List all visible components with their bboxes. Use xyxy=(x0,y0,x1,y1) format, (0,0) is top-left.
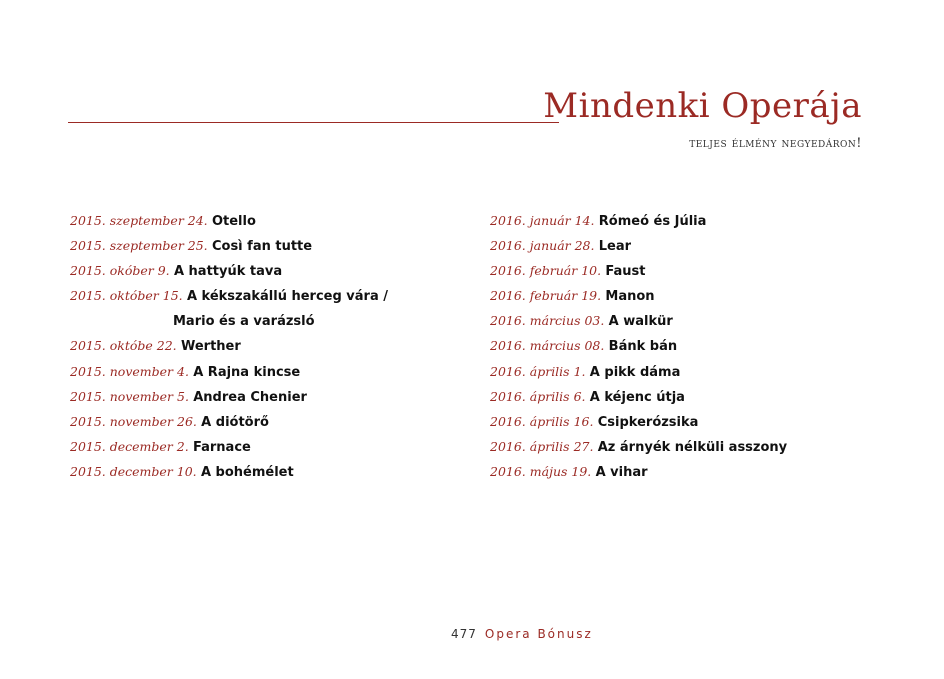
event-title: Csipkerózsika xyxy=(597,414,699,430)
list-item xyxy=(490,311,860,336)
event-title: A kéjenc útja xyxy=(589,389,685,405)
event-title: Bánk bán xyxy=(608,339,678,355)
event-date: 2016. május 19. xyxy=(490,463,592,479)
event-date: 2016. április 27. xyxy=(490,438,594,454)
event-date: 2015. december 2. xyxy=(70,438,189,454)
event-title: A kékszakállú herceg vára / xyxy=(186,289,389,305)
list-item xyxy=(70,261,430,286)
event-title: A pikk dáma xyxy=(589,364,681,380)
event-date: 2016. március 03. xyxy=(490,313,605,329)
header-rule xyxy=(68,122,559,123)
list-item xyxy=(70,362,430,387)
event-title: A bohémélet xyxy=(200,464,294,480)
list-item xyxy=(70,336,430,361)
list-item xyxy=(70,286,430,311)
list-item xyxy=(490,286,860,311)
brand-title: Mindenki Operája xyxy=(543,86,862,126)
event-date: 2015. szeptember 24. xyxy=(70,213,208,228)
event-title: Mario és a varázsló xyxy=(173,314,315,330)
list-item xyxy=(70,236,430,261)
event-title: Rómeó és Júlia xyxy=(598,214,707,229)
event-title: Lear xyxy=(598,239,632,255)
list-item xyxy=(490,362,860,387)
event-date: 2016. február 10. xyxy=(490,263,602,279)
list-item xyxy=(490,261,860,286)
event-title: Andrea Chenier xyxy=(193,389,307,405)
list-item xyxy=(70,462,430,487)
event-date: 2015. november 5. xyxy=(70,388,189,404)
list-item xyxy=(490,336,860,361)
event-date: 2016. január 14. xyxy=(490,213,595,228)
list-item xyxy=(490,462,860,487)
event-title: Faust xyxy=(605,264,646,280)
list-item xyxy=(490,412,860,437)
schedule-right-column xyxy=(490,211,860,487)
event-title: Werther xyxy=(180,339,241,355)
section-name: Opera Bónusz xyxy=(484,627,593,641)
event-title: Az árnyék nélküli asszony xyxy=(597,439,788,455)
event-date: 2016. április 1. xyxy=(490,363,586,379)
schedule-left-column xyxy=(70,211,430,487)
list-item xyxy=(70,387,430,412)
event-title: Otello xyxy=(211,214,256,229)
event-date: 2016. február 19. xyxy=(490,288,602,304)
event-date: 2016. március 08. xyxy=(490,338,605,354)
page-footer xyxy=(451,627,593,641)
event-title: A hattyúk tava xyxy=(173,264,283,280)
event-date: 2016. április 6. xyxy=(490,388,586,404)
list-item-continuation xyxy=(70,311,430,336)
list-item xyxy=(490,211,860,236)
event-title: Farnace xyxy=(192,439,251,455)
list-item xyxy=(70,211,430,236)
event-title: A diótörő xyxy=(201,414,269,430)
event-date: 2016. április 16. xyxy=(490,413,594,429)
event-title: A vihar xyxy=(595,464,648,480)
event-date: 2015. szeptember 25. xyxy=(70,238,208,254)
event-title: A Rajna kincse xyxy=(193,364,301,380)
list-item xyxy=(490,387,860,412)
brand-subtitle: teljes élmény negyedáron! xyxy=(689,136,862,151)
list-item xyxy=(490,437,860,462)
event-date: 2015. november 26. xyxy=(70,413,197,429)
event-date: 2015. okóber 9. xyxy=(70,263,170,279)
event-date: 2015. december 10. xyxy=(70,463,197,479)
list-item xyxy=(70,412,430,437)
list-item xyxy=(70,437,430,462)
list-item xyxy=(490,236,860,261)
event-date: 2015. októbe 22. xyxy=(70,338,177,354)
event-date: 2015. november 4. xyxy=(70,363,189,379)
event-title: Così fan tutte xyxy=(211,239,313,255)
event-title: Manon xyxy=(605,289,655,305)
event-date: 2016. január 28. xyxy=(490,238,595,254)
event-title: A walkür xyxy=(608,314,673,330)
page-number: 477 xyxy=(451,627,477,641)
event-date: 2015. október 15. xyxy=(70,288,183,304)
